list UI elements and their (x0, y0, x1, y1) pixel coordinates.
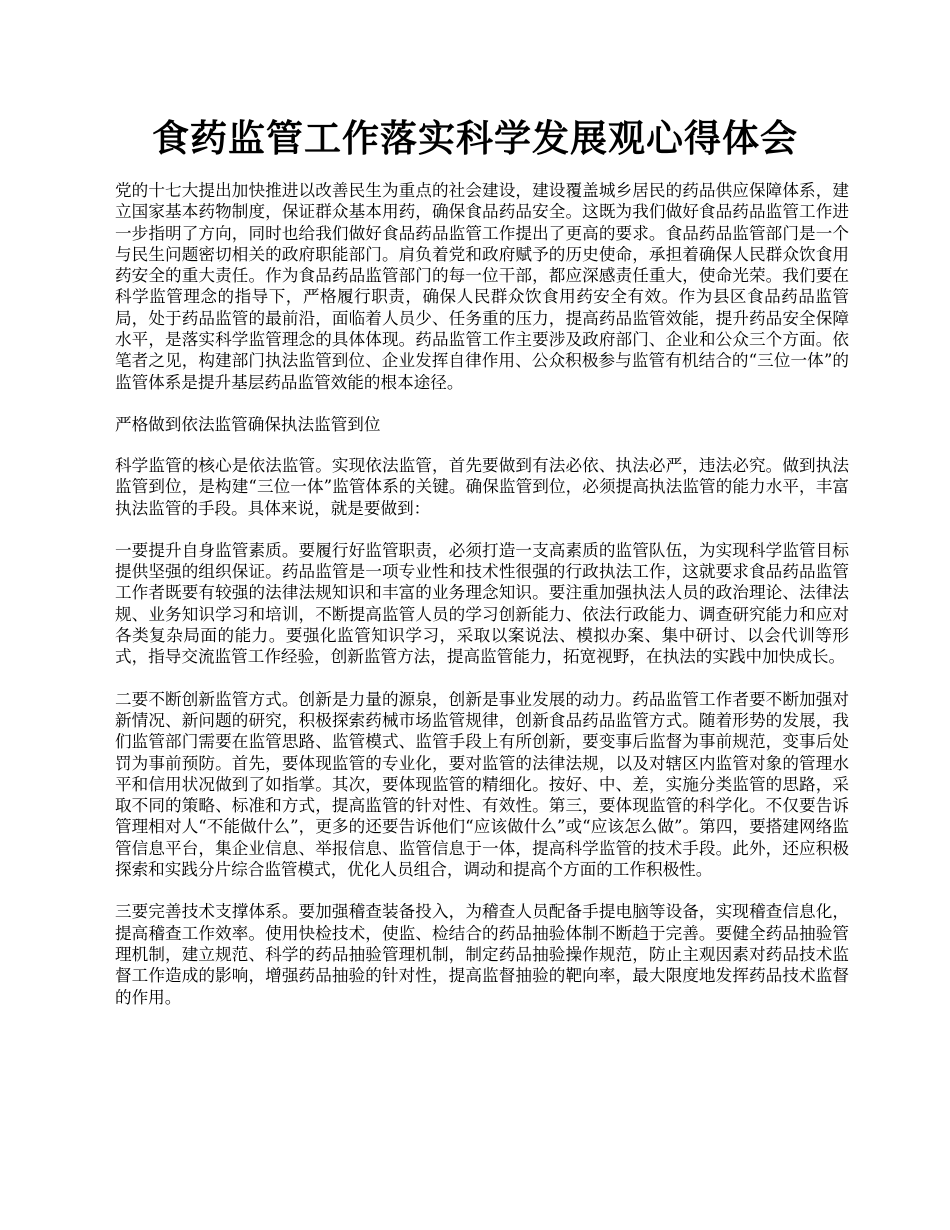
section-heading: 严格做到依法监管确保执法监管到位 (115, 414, 381, 434)
paragraph-intro: 党的十七大提出加快推进以改善民生为重点的社会建设，建设覆盖城乡居民的药品供应保障体系，建立国家基本药物制度，保证群众基本用药，确保食品药品安全。这既为我们做好食品药品监管工作进一步指明了方向，同时也给我们做好食品药品监管工作提出了更高的要求。食品药品监管部门是一个与民生问题密切相关的政府职能部门。肩负着党和政府赋予的历史使命，承担着确保人民群众饮食用药安全的重大责任。作为食品药品监管部门的每一位干部，都应深感责任重大，使命光荣。我们要在科学监管理念的指导下，严格履行职责，确保人民群众饮食用药安全有效。作为县区食品药品监管局，处于药品监管的最前沿，面临着人员少、任务重的压力，提高药品监管效能，提升药品安全保障水平，是落实科学监管理念的具体体现。药品监管工作主要涉及政府部门、企业和公众三个方面。依笔者之见，构建部门执法监管到位、企业发挥自律作用、公众积极参与监管有机结合的“三位一体”的监管体系是提升基层药品监管效能的根本途径。 (115, 181, 849, 392)
paragraph-point-two: 二要不断创新监管方式。创新是力量的源泉，创新是事业发展的动力。药品监管工作者要不断加强对新情况、新问题的研究，积极探索药械市场监管规律，创新食品药品监管方式。随着形势的发展，我们监管部门需要在监管思路、监管模式、监管手段上有所创新，要变事后监督为事前规范，变事后处罚为事前预防。首先，要体现监管的专业化，要对监管的法律法规，以及对辖区内监管对象的管理水平和信用状况做到了如指掌。其次，要体现监管的精细化。按好、中、差，实施分类监管的思路，采取不同的策略、标准和方式，提高监管的针对性、有效性。第三，要体现监管的科学化。不仅要告诉管理相对人“不能做什么”，更多的还要告诉他们“应该做什么”或“应该怎么做”。第四，要搭建网络监管信息平台，集企业信息、举报信息、监管信息于一体，提高科学监管的技术手段。此外，还应积极探索和实践分片综合监管模式，优化人员组合，调动和提高个方面的工作积极性。 (115, 689, 849, 880)
document-body (115, 180, 849, 1008)
document-title: 食药监管工作落实科学发展观心得体会 (152, 116, 798, 160)
paragraph-point-one: 一要提升自身监管素质。要履行好监管职责，必须打造一支高素质的监管队伍，为实现科学监管目标提供坚强的组织保证。药品监管是一项专业性和技术性很强的行政执法工作，这就要求食品药品监管工作者既要有较强的法律法规知识和丰富的业务理念知识。要注重加强执法人员的政治理论、法律法规、业务知识学习和培训，不断提高监管人员的学习创新能力、依法行政能力、调查研究能力和应对各类复杂局面的能力。要强化监管知识学习，采取以案说法、模拟办案、集中研讨、以会代训等形式，指导交流监管工作经验，创新监管方法，提高监管能力，拓宽视野，在执法的实践中加快成长。 (115, 540, 849, 667)
paragraph-core: 科学监管的核心是依法监管。实现依法监管，首先要做到有法必依、执法必严，违法必究。做到执法监管到位，是构建“三位一体”监管体系的关键。确保监管到位，必须提高执法监管的能力水平，丰富执法监管的手段。具体来说，就是要做到： (115, 455, 849, 518)
paragraph-point-three: 三要完善技术支撑体系。要加强稽查装备投入，为稽查人员配备手提电脑等设备，实现稽查信息化，提高稽查工作效率。使用快检技术，使监、检结合的药品抽验体制不断趋于完善。要健全药品抽验管理机制，建立规范、科学的药品抽验管理机制，制定药品抽验操作规范，防止主观因素对药品技术监督工作造成的影响，增强药品抽验的针对性，提高监督抽验的靶向率，最大限度地发挥药品技术监督的作用。 (115, 902, 849, 1007)
